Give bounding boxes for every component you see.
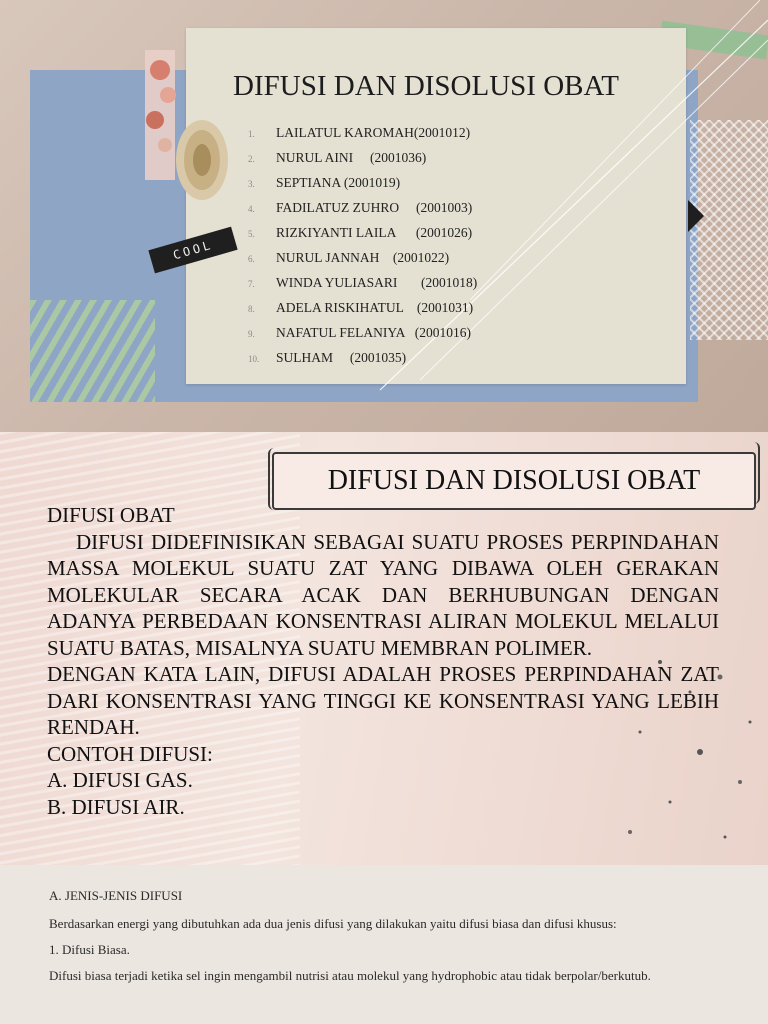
example-item: A. DIFUSI GAS.	[47, 768, 193, 792]
member-name: FADILATUZ ZUHRO (2001003)	[276, 200, 473, 215]
slide-title-members	[0, 0, 768, 432]
intro-paragraph: Berdasarkan energi yang dibutuhkan ada dua jenis difusi yang dilakukan yaitu difusi biasa dan difusi khusus:	[49, 916, 617, 931]
slide2-title: DIFUSI DAN DISOLUSI OBAT	[327, 465, 701, 496]
list-number: 9.	[248, 329, 255, 339]
member-name: SULHAM (2001035)	[276, 350, 407, 365]
section-heading: A. JENIS-JENIS DIFUSI	[49, 888, 183, 903]
list-item	[248, 345, 477, 370]
list-number: 6.	[248, 254, 255, 264]
list-number: 8.	[248, 304, 255, 314]
list-number: 2.	[248, 154, 255, 164]
play-arrow-icon	[688, 200, 704, 232]
list-item	[248, 145, 477, 170]
list-item	[248, 220, 477, 245]
list-number: 7.	[248, 279, 255, 289]
list-item	[248, 195, 477, 220]
list-item-title: 1. Difusi Biasa.	[49, 942, 130, 957]
slide-difusi-obat	[0, 432, 768, 865]
list-item	[248, 120, 477, 145]
member-name: WINDA YULIASARI (2001018)	[276, 275, 478, 290]
member-name: NURUL JANNAH (2001022)	[276, 250, 450, 265]
definition-paragraph: DIFUSI DIDEFINISIKAN SEBAGAI SUATU PROSES PERPINDAHAN MASSA MOLEKUL SUATU ZAT YANG DIBAWA OLEH GERAKAN MOLEKULAR SECARA ACAK DAN BERHUBUNGAN DENGAN ADANYA PERBEDAAN KONSENTRASI ALIRAN MOLEKUL MELALUI SUATU BATAS, MISALNYA SUATU MEMBRAN POLIMER.	[47, 529, 725, 660]
document-content	[49, 887, 705, 993]
member-name: NURUL AINI (2001036)	[276, 150, 427, 165]
list-number: 4.	[248, 204, 255, 214]
list-item	[248, 245, 477, 270]
member-name: RIZKIYANTI LAILA (2001026)	[276, 225, 473, 240]
cool-sticker: COOL	[148, 227, 237, 274]
list-item	[248, 295, 477, 320]
slide2-body	[47, 502, 725, 820]
list-number: 10.	[248, 354, 260, 364]
list-number: 1.	[248, 129, 255, 139]
summary-paragraph: DENGAN KATA LAIN, DIFUSI ADALAH PROSES PERPINDAHAN ZAT DARI KONSENTRASI YANG TINGGI KE KONSENTRASI YANG LEBIH RENDAH.	[47, 662, 719, 739]
member-name: LAILATUL KAROMAH(2001012)	[276, 125, 471, 140]
member-name: NAFATUL FELANIYA (2001016)	[276, 325, 471, 340]
document-page	[0, 865, 768, 1024]
member-list	[248, 120, 477, 370]
member-name: SEPTIANA (2001019)	[276, 175, 401, 190]
examples-heading: CONTOH DIFUSI:	[47, 741, 213, 766]
list-item-paragraph: Difusi biasa terjadi ketika sel ingin mengambil nutrisi atau molekul yang hydrophobic atau tidak berpolar/berkutub.	[49, 968, 651, 983]
section-heading: DIFUSI OBAT	[47, 503, 175, 527]
member-name: ADELA RISKIHATUL (2001031)	[276, 300, 474, 315]
list-item	[248, 320, 477, 345]
slide1-title: DIFUSI DAN DISOLUSI OBAT	[233, 70, 619, 102]
list-number: 5.	[248, 229, 255, 239]
list-number: 3.	[248, 179, 255, 189]
list-item	[248, 170, 477, 195]
list-item	[248, 270, 477, 295]
example-item: B. DIFUSI AIR.	[47, 794, 185, 819]
